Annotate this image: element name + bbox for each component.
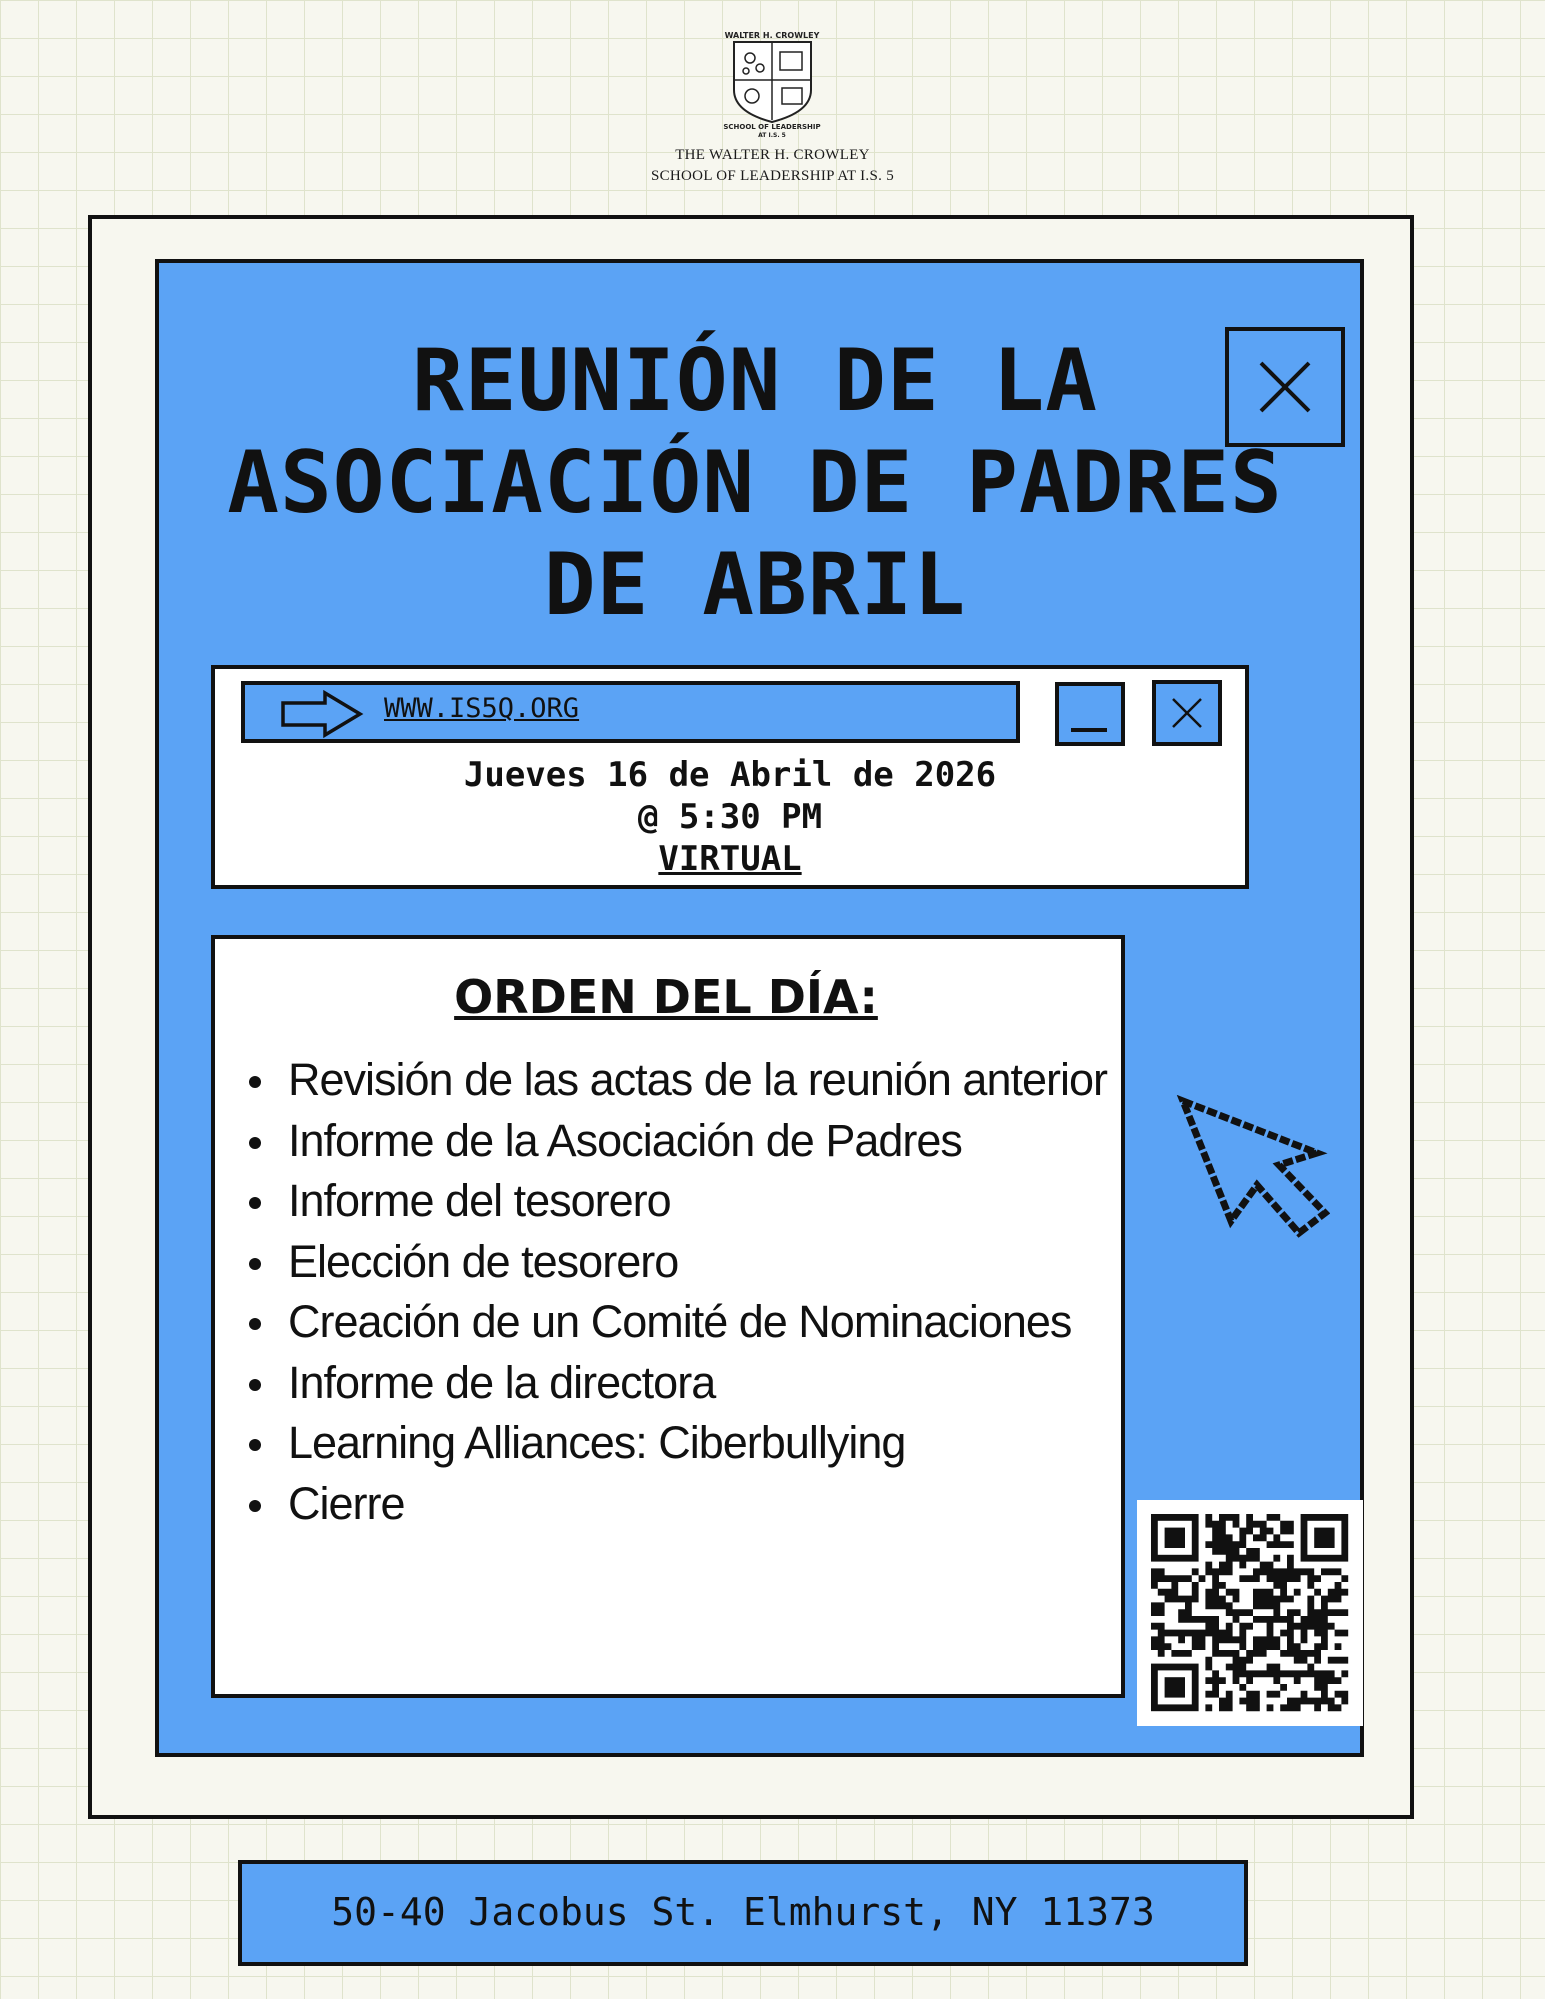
page-title <box>180 330 1330 636</box>
close-icon <box>1156 684 1218 742</box>
agenda-item: Creación de un Comité de Nominaciones <box>240 1292 1120 1353</box>
minimize-button[interactable] <box>1055 682 1125 746</box>
event-location: VIRTUAL <box>658 839 802 879</box>
agenda-title: ORDEN DEL DÍA: <box>454 970 878 1024</box>
agenda-item: Learning Alliances: Ciberbullying <box>240 1413 1120 1474</box>
agenda-item: Informe de la Asociación de Padres <box>240 1111 1120 1172</box>
svg-text:AT I.S. 5: AT I.S. 5 <box>758 132 786 139</box>
agenda-item: Revisión de las actas de la reunión anterior <box>240 1050 1120 1111</box>
event-time: @ 5:30 PM <box>637 797 823 837</box>
close-window-button[interactable] <box>1225 327 1345 447</box>
title-line-1: REUNIÓN DE LA <box>411 331 1099 431</box>
close-small-button[interactable] <box>1152 680 1222 746</box>
school-address: 50-40 Jacobus St. Elmhurst, NY 11373 <box>331 1890 1155 1934</box>
school-name-line2: SCHOOL OF LEADERSHIP AT I.S. 5 <box>650 168 895 184</box>
svg-text:WALTER H. CROWLEY: WALTER H. CROWLEY <box>724 31 820 40</box>
arrow-right-icon <box>280 689 366 739</box>
event-date: Jueves 16 de Abril de 2026 <box>463 755 997 795</box>
svg-text:SCHOOL OF LEADERSHIP: SCHOOL OF LEADERSHIP <box>723 123 821 131</box>
agenda-item: Elección de tesorero <box>240 1232 1120 1293</box>
agenda-item: Informe del tesorero <box>240 1171 1120 1232</box>
minimize-icon <box>1059 686 1121 742</box>
title-line-2: ASOCIACIÓN DE PADRES <box>227 433 1283 533</box>
pointer-cursor-icon <box>1175 1095 1330 1245</box>
agenda-item: Informe de la directora <box>240 1353 1120 1414</box>
school-name-line1: THE WALTER H. CROWLEY <box>675 147 870 163</box>
title-line-3: DE ABRIL <box>543 535 967 635</box>
website-link[interactable]: WWW.IS5Q.ORG <box>384 693 580 724</box>
agenda-item: Cierre <box>240 1474 1120 1535</box>
school-logo <box>700 28 845 140</box>
close-icon <box>1229 331 1341 443</box>
qr-code[interactable] <box>1137 1500 1363 1726</box>
address-bar[interactable] <box>241 681 1020 743</box>
agenda-list <box>240 1050 1120 1534</box>
